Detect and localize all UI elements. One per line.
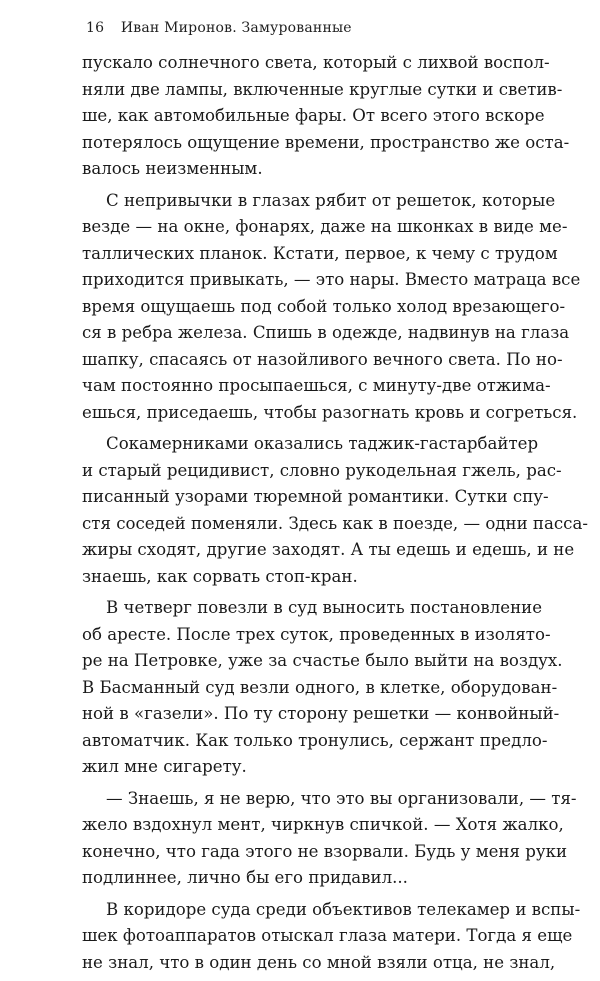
text-line: жиры сходят, другие заходят. А ты едешь и едешь, и не: [82, 540, 575, 559]
text-line: шек фотоаппаратов отыскал глаза матери. Тогда я еще: [82, 926, 573, 945]
text-line: чам постоянно просыпаешься, с минуту-две отжима-: [82, 376, 551, 395]
text-line: В Басманный суд везли одного, в клетке, оборудован-: [82, 677, 558, 697]
text-line: пускало солнечного света, который с лихвой воспол-: [82, 53, 550, 72]
text-line: конечно, что гада этого не взорвали. Будь у меня руки: [82, 841, 568, 861]
text-line: подлиннее, лично бы его придавил...: [82, 868, 408, 887]
text-line: — Знаешь, я не верю, что это вы организовали, — тя-: [106, 788, 577, 808]
paragraph: [82, 188, 581, 427]
paragraph: [82, 50, 570, 183]
text-line: и старый рецидивист, словно рукодельная гжель, рас-: [82, 460, 562, 480]
text-line: жил мне сигарету.: [82, 757, 247, 776]
text-line: автоматчик. Как только тронулись, сержант предло-: [82, 730, 548, 750]
text-line: ре на Петровке, уже за счастье было выйти на воздух.: [82, 651, 563, 670]
text-line: С непривычки в глазах рябит от решеток, которые: [106, 190, 556, 210]
text-line: не знал, что в один день со мной взяли отца, не знал,: [82, 952, 556, 972]
text-line: время ощущаешь под собой только холод врезающего-: [82, 296, 566, 316]
running-title: Иван Миронов. Замурованные: [120, 20, 352, 36]
text-line: потерялось ощущение времени, пространство же оста-: [82, 132, 570, 152]
paragraph: [82, 897, 581, 977]
paragraph: [82, 431, 588, 590]
running-header: [86, 20, 352, 36]
page-number: 16: [86, 20, 105, 36]
paragraph: [82, 786, 577, 892]
text-line: приходится привыкать, — это нары. Вместо матраца все: [82, 270, 581, 289]
text-line: везде — на окне, фонарях, даже на шконках в виде ме-: [82, 217, 568, 236]
paragraph: [82, 595, 563, 781]
text-line: жело вздохнул мент, чиркнув спичкой. — Хотя жалко,: [82, 815, 564, 834]
text-line: писанный узорами тюремной романтики. Сутки спу-: [82, 487, 549, 506]
body-text: [82, 50, 588, 981]
text-line: ся в ребра железа. Спишь в одежде, надвинув на глаза: [82, 323, 570, 342]
text-line: няли две лампы, включенные круглые сутки и светив-: [82, 79, 563, 99]
text-line: знаешь, как сорвать стоп-кран.: [82, 566, 358, 586]
text-line: Сокамерниками оказались таджик-гастарбайтер: [106, 434, 539, 453]
text-line: таллических планок. Кстати, первое, к чему с трудом: [82, 243, 558, 263]
text-line: В коридоре суда среди объективов телекамер и вспы-: [106, 899, 581, 919]
text-line: ше, как автомобильные фары. От всего этого вскоре: [82, 106, 545, 125]
text-line: валось неизменным.: [82, 159, 263, 178]
text-line: ешься, приседаешь, чтобы разогнать кровь и согреться.: [82, 402, 578, 422]
text-line: стя соседей поменяли. Здесь как в поезде, — одни пасса-: [82, 513, 588, 533]
text-line: В четверг повезли в суд выносить постановление: [106, 598, 543, 617]
text-line: шапку, спасаясь от назойливого вечного света. По но-: [82, 349, 563, 369]
text-line: об аресте. После трех суток, проведенных в изолято-: [82, 624, 551, 644]
text-line: ной в «газели». По ту сторону решетки — конвойный-: [82, 704, 560, 723]
